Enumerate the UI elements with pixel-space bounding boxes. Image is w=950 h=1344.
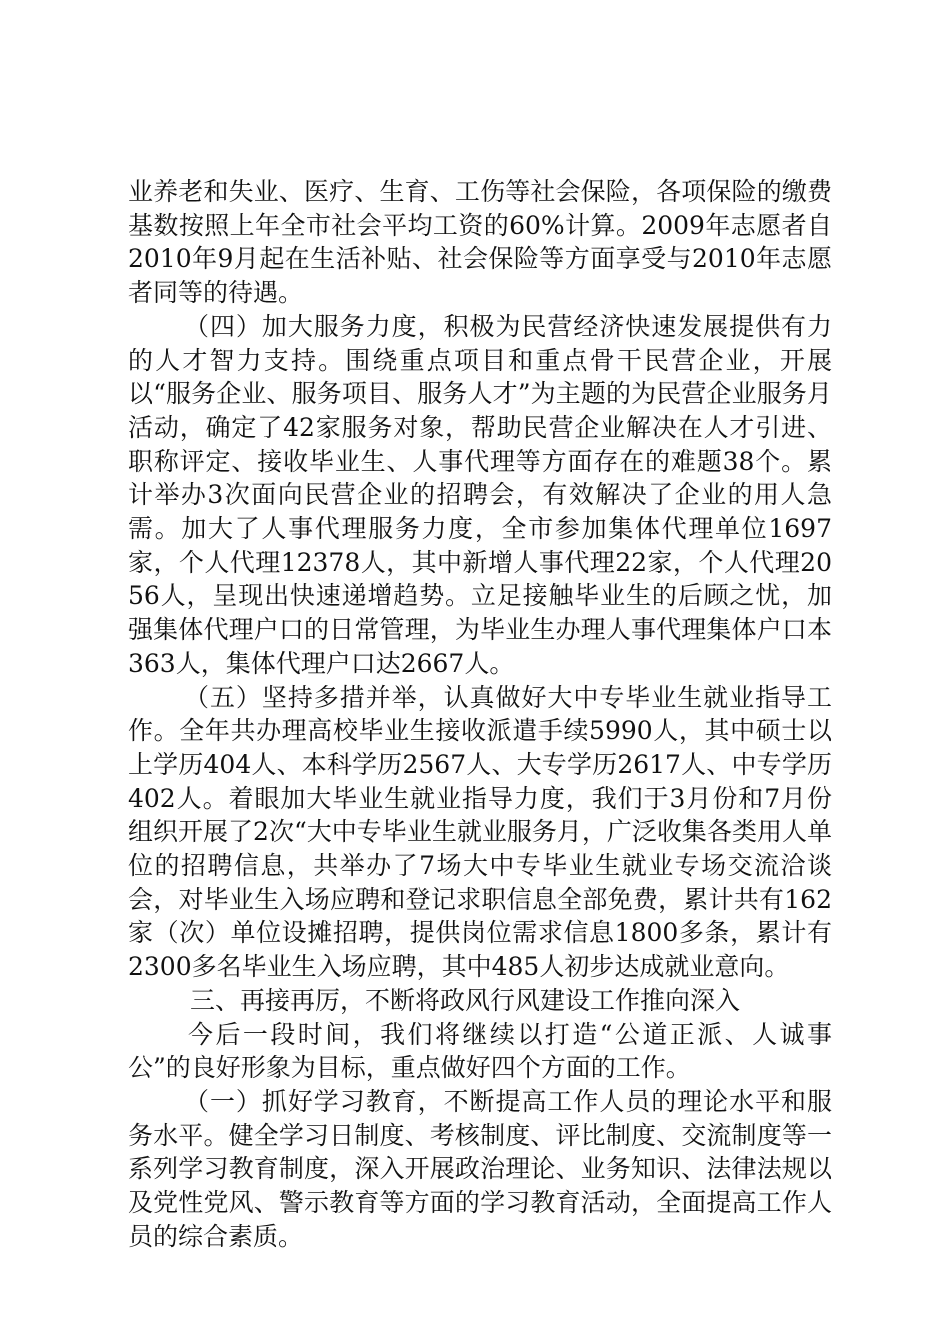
paragraph-insurance-continuation: 业养老和失业、医疗、生育、工伤等社会保险，各项保险的缴费基数按照上年全市社会平均工资的60%计算。2009年志愿者自2010年9月起在生活补贴、社会保险等方面享受与2010年志愿者同等的待遇。: [128, 177, 832, 308]
document-body: [128, 175, 832, 1254]
paragraph-item-one: （一）抓好学习教育，不断提高工作人员的理论水平和服务水平。健全学习日制度、考核制度、评比制度、交流制度等一系列学习教育制度，深入开展政治理论、业务知识、法律法规以及党性党风、警示教育等方面的学习教育活动，全面提高工作人员的综合素质。: [128, 1086, 832, 1251]
paragraph-future-work: 今后一段时间，我们将继续以打造“公道正派、人诚事公”的良好形象为目标，重点做好四个方面的工作。: [128, 1019, 832, 1083]
paragraph-section-five: （五）坚持多措并举，认真做好大中专毕业生就业指导工作。全年共办理高校毕业生接收派遣手续5990人，其中硕士以上学历404人、本科学历2567人、大专学历2617人、中专学历402人。着眼加大毕业生就业指导力度，我们于3月份和7月份组织开展了2次“大中专毕业生就业服务月，广泛收集各类用人单位的招聘信息，共举办了7场大中专毕业生就业专场交流洽谈会，对毕业生入场应聘和登记求职信息全部免费，累计共有162家（次）单位设摊招聘，提供岗位需求信息1800多条，累计有2300多名毕业生入场应聘，其中485人初步达成就业意向。: [128, 682, 832, 982]
paragraph-section-four: （四）加大服务力度，积极为民营经济快速发展提供有力的人才智力支持。围绕重点项目和重点骨干民营企业，开展以“服务企业、服务项目、服务人才”为主题的为民营企业服务月活动，确定了42家服务对象，帮助民营企业解决在人才引进、职称评定、接收毕业生、人事代理等方面存在的难题38个。累计举办3次面向民营企业的招聘会，有效解决了企业的用人急需。加大了人事代理服务力度，全市参加集体代理单位1697家，个人代理12378人，其中新增人事代理22家，个人代理2056人，呈现出快速递增趋势。立足接触毕业生的后顾之忧，加强集体代理户口的日常管理，为毕业生办理人事代理集体户口本363人，集体代理户口达2667人。: [128, 311, 832, 678]
section-heading-three: 三、再接再厉，不断将政风行风建设工作推向深入: [190, 985, 741, 1015]
